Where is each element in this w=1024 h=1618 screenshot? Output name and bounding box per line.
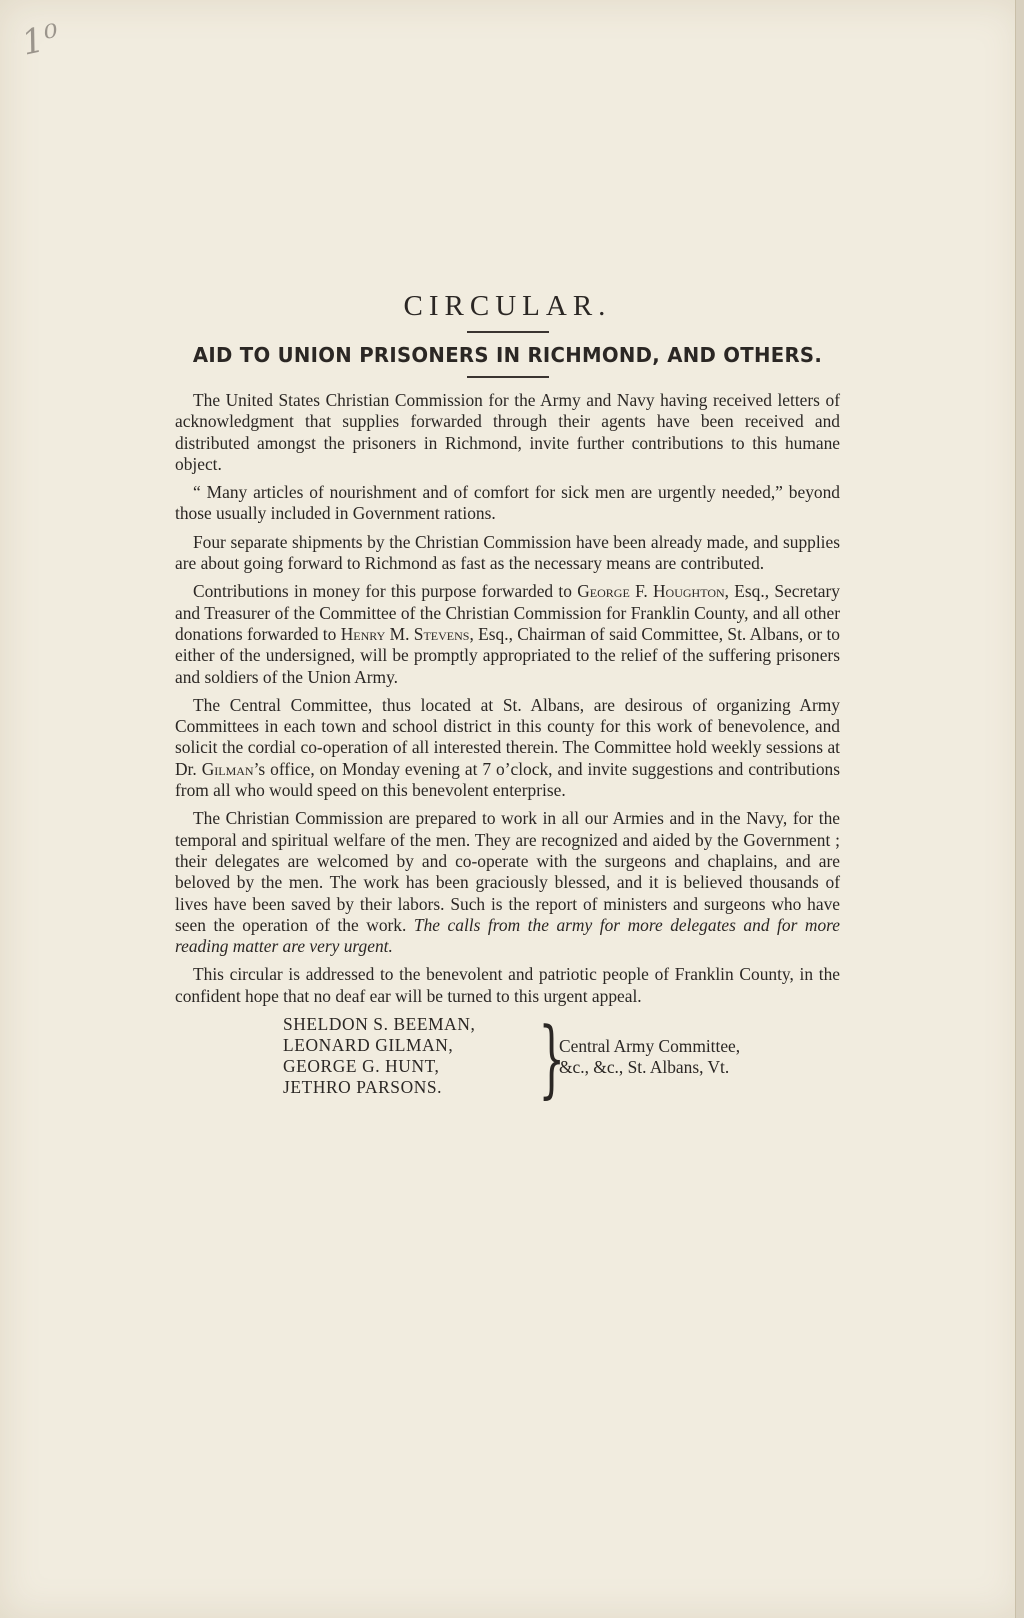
signatory-parsons: JETHRO PARSONS. — [283, 1077, 443, 1098]
paragraph-1: The United States Christian Commission for the Army and Navy having received letters of acknowledgment that supplies forwarded through their agents have been received and distributed amongst the prisoners in Richmond, invite further contributions to this humane object. — [175, 390, 840, 474]
name-stevens: Henry M. Stevens — [340, 623, 470, 644]
paragraph-4-text-b: , Esq., Secretary and Treasurer of the Committee of the Christian Commission for Franklin County, and all other donations forwarded to — [175, 581, 841, 644]
name-gilman: Gilman — [201, 758, 254, 779]
paragraph-5 — [175, 695, 840, 801]
paragraph-2: “ Many articles of nourishment and of comfort for sick men are urgently needed,” beyond those usually included in Government rations. — [175, 482, 840, 524]
paragraph-5-text-b: ’s office, on Monday evening at 7 o’clock, and invite suggestions and contributions from all who would speed on this benevolent enterprise. — [175, 758, 840, 801]
page-edge — [1015, 0, 1024, 1618]
paragraph-6 — [175, 808, 840, 957]
title-rule — [467, 331, 549, 333]
signatory-hunt: GEORGE G. HUNT, — [283, 1056, 440, 1077]
name-houghton: George F. Houghton — [577, 581, 725, 602]
paragraph-4 — [175, 581, 840, 687]
pencil-annotation: 1⁰ — [18, 16, 65, 64]
signatory-beeman: SHELDON S. BEEMAN, — [283, 1014, 476, 1035]
paragraph-5-text-a: The Central Committee, thus located at St. Albans, are desirous of organizing Army Committees in each town and school district in this county for this work of benevolence, and solicit the cordial co-operation of all interested therein. The Committee hold weekly sessions at Dr. — [175, 694, 840, 779]
paragraph-6-text: The Christian Commission are prepared to work in all our Armies and in the Navy, for the temporal and spiritual welfare of the men. They are recognized and aided by the Government ; their delegates are welcomed by and co-operate with the surgeons and chaplains, and are beloved by the men. The work has been graciously blessed, and it is believed thousands of lives have been saved by their labors. Such is the report of ministers and surgeons who have seen the operation of the work. — [175, 808, 840, 935]
signatory-list — [283, 1014, 475, 1098]
committee-name — [559, 1036, 740, 1078]
paragraph-6-italic: The calls from the army for more delegates and for more reading matter are very urgent. — [175, 914, 840, 957]
paragraph-4-text-c: , Esq., Chairman of said Committee, St. Albans, or to either of the undersigned, will be promptly appropriated to the relief of the suffering prisoners and soldiers of the Union Army. — [175, 623, 840, 687]
page-title: CIRCULAR. — [403, 290, 612, 322]
paragraph-4-text-a: Contributions in money for this purpose forwarded to — [193, 581, 578, 602]
subtitle: AID TO UNION PRISONERS IN RICHMOND, AND OTHERS. — [192, 343, 823, 367]
circular-body — [175, 290, 840, 1110]
committee-line-2: &c., &c., St. Albans, Vt. — [559, 1057, 730, 1078]
paragraph-3: Four separate shipments by the Christian Commission have been already made, and supplies are about going forward to Richmond as fast as the necessary means are contributed. — [175, 531, 840, 574]
subtitle-rule — [467, 376, 549, 378]
brace-icon: } — [538, 1009, 566, 1108]
signature-block — [175, 1009, 840, 1110]
paragraph-7: This circular is addressed to the benevolent and patriotic people of Franklin County, in the confident hope that no deaf ear will be turned to this urgent appeal. — [175, 964, 840, 1006]
committee-line-1: Central Army Committee, — [559, 1036, 741, 1057]
signatory-gilman: LEONARD GILMAN, — [283, 1035, 454, 1056]
